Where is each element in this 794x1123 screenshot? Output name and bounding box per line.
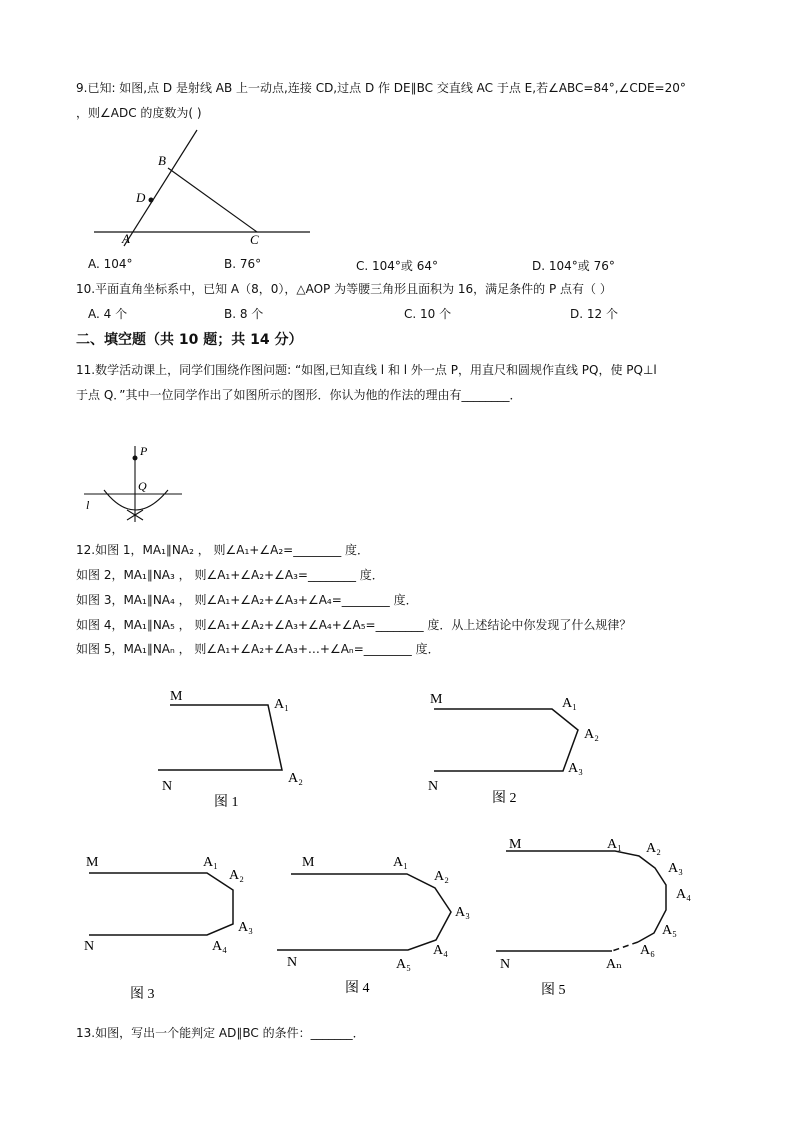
q11-label-p: P [140,444,148,458]
q9-option-a[interactable]: A. 104° [88,257,133,271]
fig1-label-m: M [170,689,183,704]
fig4-label-a3: A₃ [455,905,470,920]
fig3-label-a1: A₁ [203,855,218,870]
fig5-label-a1: A₁ [607,837,622,852]
q10-option-c[interactable]: C. 10 个 [404,307,452,321]
fig3-label-m: M [86,855,99,870]
q9-text-line2: ，则∠ADC 的度数为( ) [76,106,202,120]
q9-label-b: B [158,153,166,168]
q9-option-c[interactable]: C. 104°或 64° [356,259,438,273]
q12-line-2: 如图 2，MA₁∥NA₃ ， 则∠A₁+∠A₂+∠A₃=________ 度． [76,568,384,582]
fig3 [89,873,233,935]
q12-line-1: 12.如图 1，MA₁∥NA₂ ， 则∠A₁+∠A₂=________ 度． [76,543,370,557]
q10-option-b[interactable]: B. 8 个 [224,307,264,321]
fig2 [434,709,578,771]
fig2-label-a3: A₃ [568,761,583,776]
fig2-label-m: M [430,692,443,707]
fig4-label-m: M [302,855,315,870]
q12-line-5: 如图 5，MA₁∥NAₙ ， 则∠A₁+∠A₂+∠A₃+…+∠Aₙ=________ 度． [76,642,440,656]
fig4 [277,874,451,950]
fig2-path [434,709,578,771]
q9-label-d: D [136,190,146,205]
q10-text: 10.平面直角坐标系中，已知 A（8，0），△AOP 为等腰三角形且面积为 16，满足条件的 P 点有（ ） [76,282,612,296]
fig5-dashed-gap [612,942,638,951]
fig3-label-a3: A₃ [238,920,253,935]
q11-label-q: Q [138,479,147,493]
fig5-label-a4: A₄ [676,887,691,902]
q9-label-a: A [122,231,130,246]
fig4-label-a2: A₂ [434,869,449,884]
q9-segment-bc [168,168,257,232]
fig2-label-a1: A₁ [562,696,577,711]
q9-label-c: C [250,232,259,247]
q10-option-a[interactable]: A. 4 个 [88,307,128,321]
fig1 [158,705,282,770]
q11-label-l: l [86,498,90,512]
fig5-label-n: N [500,957,511,972]
q11-arc [104,490,168,510]
q11-text-line2: 于点 Q．”其中一位同学作出了如图所示的图形．你认为他的作法的理由有________． [76,388,522,402]
q9-ray-ab [124,130,197,246]
q11-point-p [133,456,138,461]
q11-text-line1: 11.数学活动课上，同学们围绕作图问题: “如图,已知直线 l 和 l 外一点 P，用直尺和圆规作直线 PQ，使 PQ⊥l [76,363,657,377]
fig3-label-a2: A₂ [229,868,244,883]
q10-option-d[interactable]: D. 12 个 [570,307,618,321]
fig3-caption: 图 3 [130,987,155,1002]
q9-text-line1: 9.已知: 如图,点 D 是射线 AB 上一动点,连接 CD,过点 D 作 DE∥BC 交直线 AC 于点 E,若∠ABC=84°,∠CDE=20° [76,81,686,95]
fig2-label-a2: A₂ [584,727,599,742]
section-heading-fill-in: 二、填空题（共 10 题；共 14 分） [76,332,303,348]
fig5-label-a5: A₅ [662,923,677,938]
q12-line-4: 如图 4，MA₁∥NA₅ ， 则∠A₁+∠A₂+∠A₃+∠A₄+∠A₅=________ 度．从上述结论中你发现了什么规律？ [76,618,632,632]
fig5 [496,851,666,951]
fig2-label-n: N [428,779,439,794]
fig3-path [89,873,233,935]
q13-text: 13.如图，写出一个能判定 AD∥BC 的条件：_______． [76,1026,365,1040]
fig1-caption: 图 1 [214,795,239,810]
q12-line-3: 如图 3，MA₁∥NA₄ ， 则∠A₁+∠A₂+∠A₃+∠A₄=________ 度． [76,593,418,607]
fig4-label-a5: A₅ [396,957,411,972]
q9-option-b[interactable]: B. 76° [224,257,262,271]
fig1-label-a2: A₂ [288,771,303,786]
fig3-label-a4: A₄ [212,939,227,954]
fig5-path-upper [506,851,666,942]
fig1-label-a1: A₁ [274,697,289,712]
fig5-label-a2: A₂ [646,841,661,856]
fig3-label-n: N [84,939,95,954]
fig1-path [158,705,282,770]
fig5-label-m: M [509,837,522,852]
fig4-path [277,874,451,950]
fig4-caption: 图 4 [345,981,370,996]
fig5-label-a6: A₆ [640,943,655,958]
q9-option-d[interactable]: D. 104°或 76° [532,259,615,273]
fig1-label-n: N [162,779,173,794]
fig4-label-a1: A₁ [393,855,408,870]
fig4-label-a4: A₄ [433,943,448,958]
fig2-caption: 图 2 [492,791,517,806]
fig4-label-n: N [287,955,298,970]
q9-point-d [149,198,154,203]
fig5-caption: 图 5 [541,983,566,998]
fig5-label-a3: A₃ [668,861,683,876]
fig5-label-an: Aₙ [606,957,623,972]
q9-figure [94,130,310,246]
